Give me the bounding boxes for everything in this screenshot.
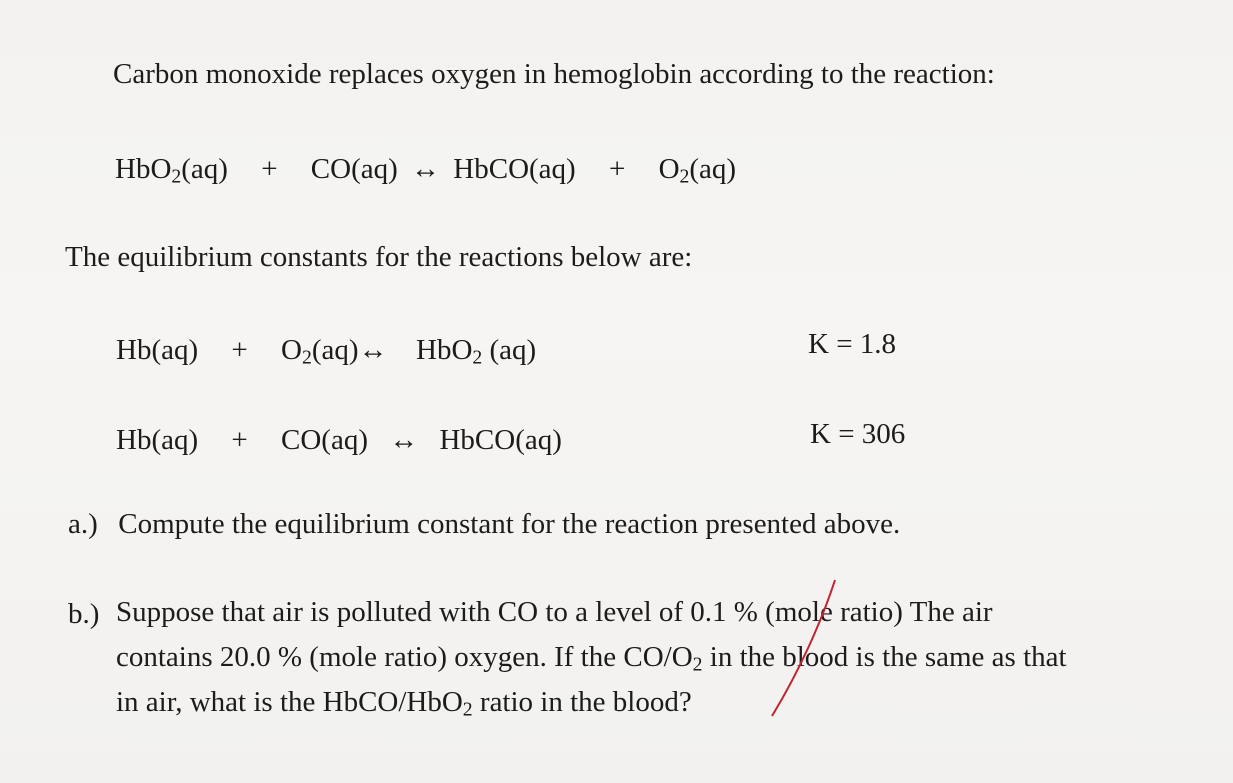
reaction-2-hb: Hb(aq) [116,424,199,456]
main-plus-1: + [261,153,278,185]
question-b-label: b.) [68,598,100,630]
main-product-o2-state: (aq) [689,153,737,185]
reaction-1-hbo2-subscript: 2 [472,346,483,369]
reaction-2-equation [116,426,562,455]
question-b-line-3-subscript: 2 [462,698,473,721]
main-plus-2: + [608,153,626,185]
question-b-text-line-2-end: in the blood is the same as that [702,641,1067,673]
reaction-2-plus: + [231,424,248,456]
main-product-o2-subscript: 2 [679,165,690,188]
reaction-1-arrow-icon: ↔ [358,334,388,366]
reaction-1-equation [116,334,537,369]
reaction-2-k-value: K = 306 [810,418,906,450]
question-b-line-3 [116,686,692,721]
intro-sentence: Carbon monoxide replaces oxygen in hemoglobin according to the reaction: [113,58,995,90]
question-a [68,510,900,539]
main-product-hbco: HbCO(aq) [453,153,576,185]
question-b-label-line [68,600,99,629]
main-reactant-hbo2-subscript: 2 [171,165,182,188]
question-b-text-line-1: Suppose that air is polluted with CO to a level of 0.1 % (mole ratio) The air [116,596,993,628]
reaction-1-hb: Hb(aq) [116,334,199,366]
reaction-1-k-value: K = 1.8 [808,328,897,360]
question-b-text-line-3: in air, what is the HbCO/HbO [116,686,463,718]
reaction-1-o2: O [281,334,302,366]
question-b-text-line-3-end: ratio in the blood? [472,686,692,718]
question-b-text-line-2: contains 20.0 % (mole ratio) oxygen. If the CO/O [116,641,693,673]
constants-intro-text [65,243,692,272]
reaction-1-o2-state: (aq) [311,334,359,366]
reaction-2-constant [810,420,905,449]
constants-intro-sentence: The equilibrium constants for the reactions below are: [65,241,693,273]
reaction-2-arrow-icon: ↔ [389,424,419,456]
reaction-1-o2-subscript: 2 [301,346,312,369]
main-reactant-hbo2-state: (aq) [181,153,228,185]
reaction-1-constant [808,330,896,359]
reaction-1-plus: + [231,334,248,366]
question-b-line-2 [116,641,1067,676]
equilibrium-arrow-icon: ↔ [411,153,441,185]
reaction-2-hbco: HbCO(aq) [439,424,562,456]
main-product-o2: O [658,153,680,185]
question-b-line-2-subscript: 2 [692,653,703,676]
question-b-line-1 [116,598,993,627]
reaction-1-hbo2: HbO [416,334,473,366]
intro-text [113,60,995,89]
question-a-label: a.) [68,508,98,540]
main-reactant-hbo2: HbO [115,153,172,185]
main-reactant-co: CO(aq) [310,153,398,185]
main-reaction-equation [115,153,737,188]
reaction-2-co: CO(aq) [281,424,368,456]
question-a-text: Compute the equilibrium constant for the reaction presented above. [118,508,901,540]
reaction-1-hbo2-state: (aq) [482,334,537,366]
